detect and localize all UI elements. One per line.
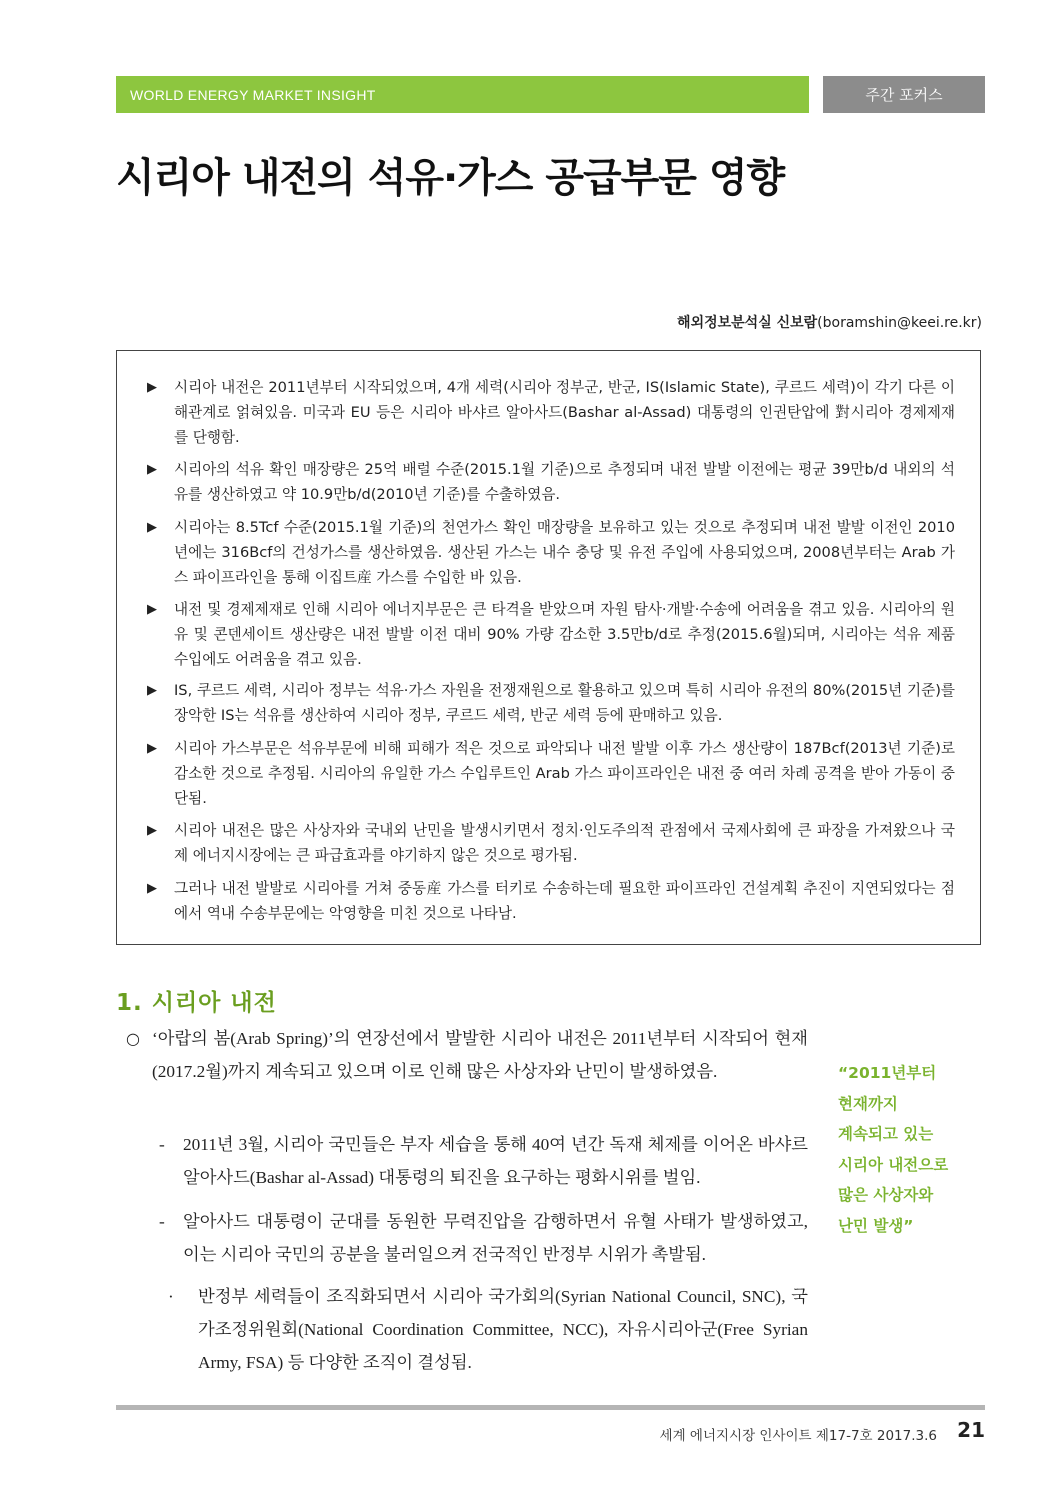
triangle-bullet-icon: ▶ — [147, 602, 157, 617]
summary-item — [147, 818, 955, 868]
pull-quote-line: “2011년부터 — [838, 1064, 937, 1082]
pull-quote-line: 현재까지 — [838, 1094, 898, 1113]
body-paragraph-text: ‘아랍의 봄(Arab Spring)’의 연장선에서 발발한 시리아 내전은 2011년부터 시작되어 현재(2017.2월)까지 계속되고 있으며 이로 인해 많은 사상자와 난민이 발생하였음. — [152, 1029, 808, 1081]
triangle-bullet-icon: ▶ — [147, 741, 157, 756]
pull-quote-line: 계속되고 있는 — [838, 1125, 934, 1143]
dot-item-text: 반정부 세력들이 조직화되면서 시리아 국가회의(Syrian National Council, SNC), 국가조정위원회(National Coordination Committee, NCC), 자유시리아군(Free Syrian Army, FSA) 등 다양한 조직이 결성됨. — [198, 1287, 808, 1372]
pull-quote-line: 많은 사상자와 — [838, 1186, 934, 1204]
summary-box — [116, 350, 981, 945]
author-line — [677, 312, 982, 332]
dash-item-text: 2011년 3월, 시리아 국민들은 부자 세습을 통해 40여 년간 독재 체제를 이어온 바샤르 알아사드(Bashar al-Assad) 대통령의 퇴진을 요구하는 평화시위를 벌임. — [183, 1135, 808, 1187]
pull-quote-line: 난민 발생” — [838, 1216, 914, 1235]
summary-item — [147, 457, 955, 507]
section-tag-label: 주간 포커스 — [865, 86, 943, 104]
dot-item — [168, 1280, 808, 1379]
summary-item-text: 시리아의 석유 확인 매장량은 25억 배럴 수준(2015.1월 기준)으로 추정되며 내전 발발 이전에는 평균 39만b/d 내외의 석유를 생산하였고 약 10.9만b/d(2010년 기준)를 수출하였음. — [174, 461, 955, 503]
series-header-bar — [116, 76, 809, 113]
dash-item-text: 알아사드 대통령이 군대를 동원한 무력진압을 감행하면서 유혈 사태가 발생하였고, 이는 시리아 국민의 공분을 불러일으켜 전국적인 반정부 시위가 촉발됨. — [183, 1212, 808, 1264]
triangle-bullet-icon: ▶ — [147, 462, 157, 477]
footer-rule — [116, 1405, 985, 1410]
author-dept-name: 해외정보분석실 신보람 — [677, 315, 818, 331]
summary-item-text: 시리아 내전은 많은 사상자와 국내외 난민을 발생시키면서 정치·인도주의적 관점에서 국제사회에 큰 파장을 가져왔으나 국제 에너지시장에는 큰 파급효과를 야기하지 않은 것으로 평가됨. — [174, 822, 955, 864]
summary-item — [147, 736, 955, 811]
triangle-bullet-icon: ▶ — [147, 823, 157, 838]
triangle-bullet-icon: ▶ — [147, 683, 157, 698]
summary-item-text: 그러나 내전 발발로 시리아를 거쳐 중동産 가스를 터키로 수송하는데 필요한 파이프라인 건설계획 추진이 지연되었다는 점에서 역내 수송부문에는 악영향을 미친 것으로 나타남. — [174, 880, 955, 922]
page-title: 시리아 내전의 석유·가스 공급부문 영향 — [116, 155, 785, 201]
triangle-bullet-icon: ▶ — [147, 380, 157, 395]
summary-item-text: 시리아 가스부문은 석유부문에 비해 피해가 적은 것으로 파악되나 내전 발발 이후 가스 생산량이 187Bcf(2013년 기준)로 감소한 것으로 추정됨. 시리아의 유일한 가스 수입루트인 Arab 가스 파이프라인은 내전 중 여러 차례 공격을 받아 가동이 중단됨. — [174, 740, 955, 807]
dash-item — [159, 1128, 808, 1194]
pull-quote-line: 시리아 내전으로 — [838, 1155, 949, 1174]
dot-bullet: · — [168, 1287, 174, 1306]
triangle-bullet-icon: ▶ — [147, 520, 157, 535]
page-number: 21 — [957, 1418, 985, 1442]
summary-item — [147, 375, 955, 450]
summary-item-text: 시리아 내전은 2011년부터 시작되었으며, 4개 세력(시리아 정부군, 반군, IS(Islamic State), 쿠르드 세력)이 각기 다른 이해관계로 얽혀있음. 미국과 EU 등은 시리아 바샤르 알아사드(Bashar al-Assad) 대통령의 인권탄압에 對시리아 경제제재를 단행함. — [174, 379, 955, 446]
author-email: (boramshin@keei.re.kr) — [817, 315, 982, 331]
series-name: WORLD ENERGY MARKET INSIGHT — [130, 86, 376, 103]
circle-bullet-icon: ○ — [126, 1029, 140, 1048]
summary-item-text: IS, 쿠르드 세력, 시리아 정부는 석유·가스 자원을 전쟁재원으로 활용하고 있으며 특히 시리아 유전의 80%(2015년 기준)를 장악한 IS는 석유를 생산하여 시리아 정부, 쿠르드 세력, 반군 세력 등에 판매하고 있음. — [174, 682, 955, 724]
summary-item — [147, 678, 955, 728]
dash-bullet: - — [159, 1135, 165, 1154]
dash-item — [159, 1205, 808, 1271]
body-paragraph — [126, 1022, 808, 1088]
summary-item-text: 내전 및 경제제재로 인해 시리아 에너지부문은 큰 타격을 받았으며 자원 탐사·개발·수송에 어려움을 겪고 있음. 시리아의 원유 및 콘덴세이트 생산량은 내전 발발 이전 대비 90% 가량 감소한 3.5만b/d로 추정(2015.6월)되며, 시리아는 석유 제품 수입에도 어려움을 겪고 있음. — [174, 601, 955, 668]
section-heading: 1. 시리아 내전 — [116, 990, 277, 1016]
footer-publication: 세계 에너지시장 인사이트 제17-7호 2017.3.6 — [659, 1428, 937, 1444]
summary-item-text: 시리아는 8.5Tcf 수준(2015.1월 기준)의 천연가스 확인 매장량을 보유하고 있는 것으로 추정되며 내전 발발 이전인 2010년에는 316Bcf의 건성가스를 생산하였음. 생산된 가스는 내수 충당 및 유전 주입에 사용되었으며, 2008년부터는 Arab 가스 파이프라인을 통해 이집트産 가스를 수입한 바 있음. — [174, 519, 955, 586]
summary-item — [147, 515, 955, 590]
dash-bullet: - — [159, 1212, 165, 1231]
summary-item — [147, 876, 955, 926]
pull-quote — [838, 1058, 978, 1241]
section-tag — [823, 76, 985, 113]
summary-item — [147, 597, 955, 672]
triangle-bullet-icon: ▶ — [147, 881, 157, 896]
